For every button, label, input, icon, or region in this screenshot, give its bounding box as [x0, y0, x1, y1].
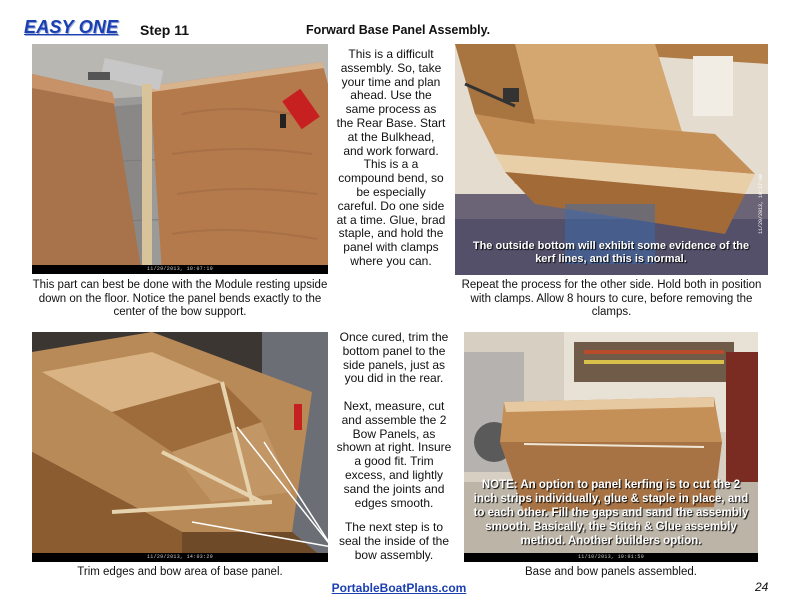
photo-top-right [455, 44, 768, 275]
photo-bottom-right [464, 332, 758, 562]
instructions-top: This is a difficult assembly. So, take your time and plan ahead. Use the same process as the Rear Base. Start at the Bulkhead, and work forward. This is a a compound bend, so be especially careful. Do one side at a time. Glue, brad staple, and hold the panel with clamps where you can. [336, 47, 446, 268]
page-title: Forward Base Panel Assembly. [306, 23, 491, 37]
brand-title: EASY ONE [24, 17, 119, 37]
instructions-bow-panels: Next, measure, cut and assemble the 2 Bow Panels, as shown at right. Insure a good fit. Trim excess, and lightly sand the joints and edges smooth. [336, 399, 452, 510]
kerf-note: The outside bottom will exhibit some evidence of the kerf lines, and this is normal. [472, 240, 750, 265]
photo-timestamp: 11/29/2013, 10:07:19 [32, 265, 328, 274]
instructions-next-step: The next step is to seal the inside of the bow assembly. [338, 520, 450, 562]
caption-top-left: This part can best be done with the Module resting upside down on the floor. Notice the panel bends exactly to the center of the bow support. [32, 279, 328, 318]
step-label: Step 11 [140, 22, 190, 38]
photo-timestamp: 11/29/2013, 14:03:29 [32, 553, 328, 562]
website-link[interactable]: PortableBoatPlans.com [331, 581, 467, 595]
stitch-and-glue-note: NOTE: An option to panel kerfing is to cut the 2 inch strips individually, glue & staple in place, and to each other. Fill the gaps and sand the assembly smooth. Basically, the Stitch & Glue assembly method. Another builders option. [473, 479, 749, 547]
photo-timestamp: 11/10/2013, 10:01:50 [464, 553, 758, 562]
photo-top-left [32, 44, 328, 274]
instructions-trim: Once cured, trim the bottom panel to the side panels, just as you did in the rear. [339, 330, 449, 386]
caption-bottom-right: Base and bow panels assembled. [525, 566, 697, 578]
caption-bottom-left: Trim edges and bow area of base panel. [77, 566, 283, 578]
page-number: 24 [755, 580, 769, 594]
photo-bottom-left [32, 332, 328, 562]
caption-top-right: Repeat the process for the other side. Hold both in position with clamps. Allow 8 hours to cure, before removing the clamps. [461, 279, 762, 318]
photo-timestamp: 11/29/2013, 10:17:00 [758, 174, 764, 235]
